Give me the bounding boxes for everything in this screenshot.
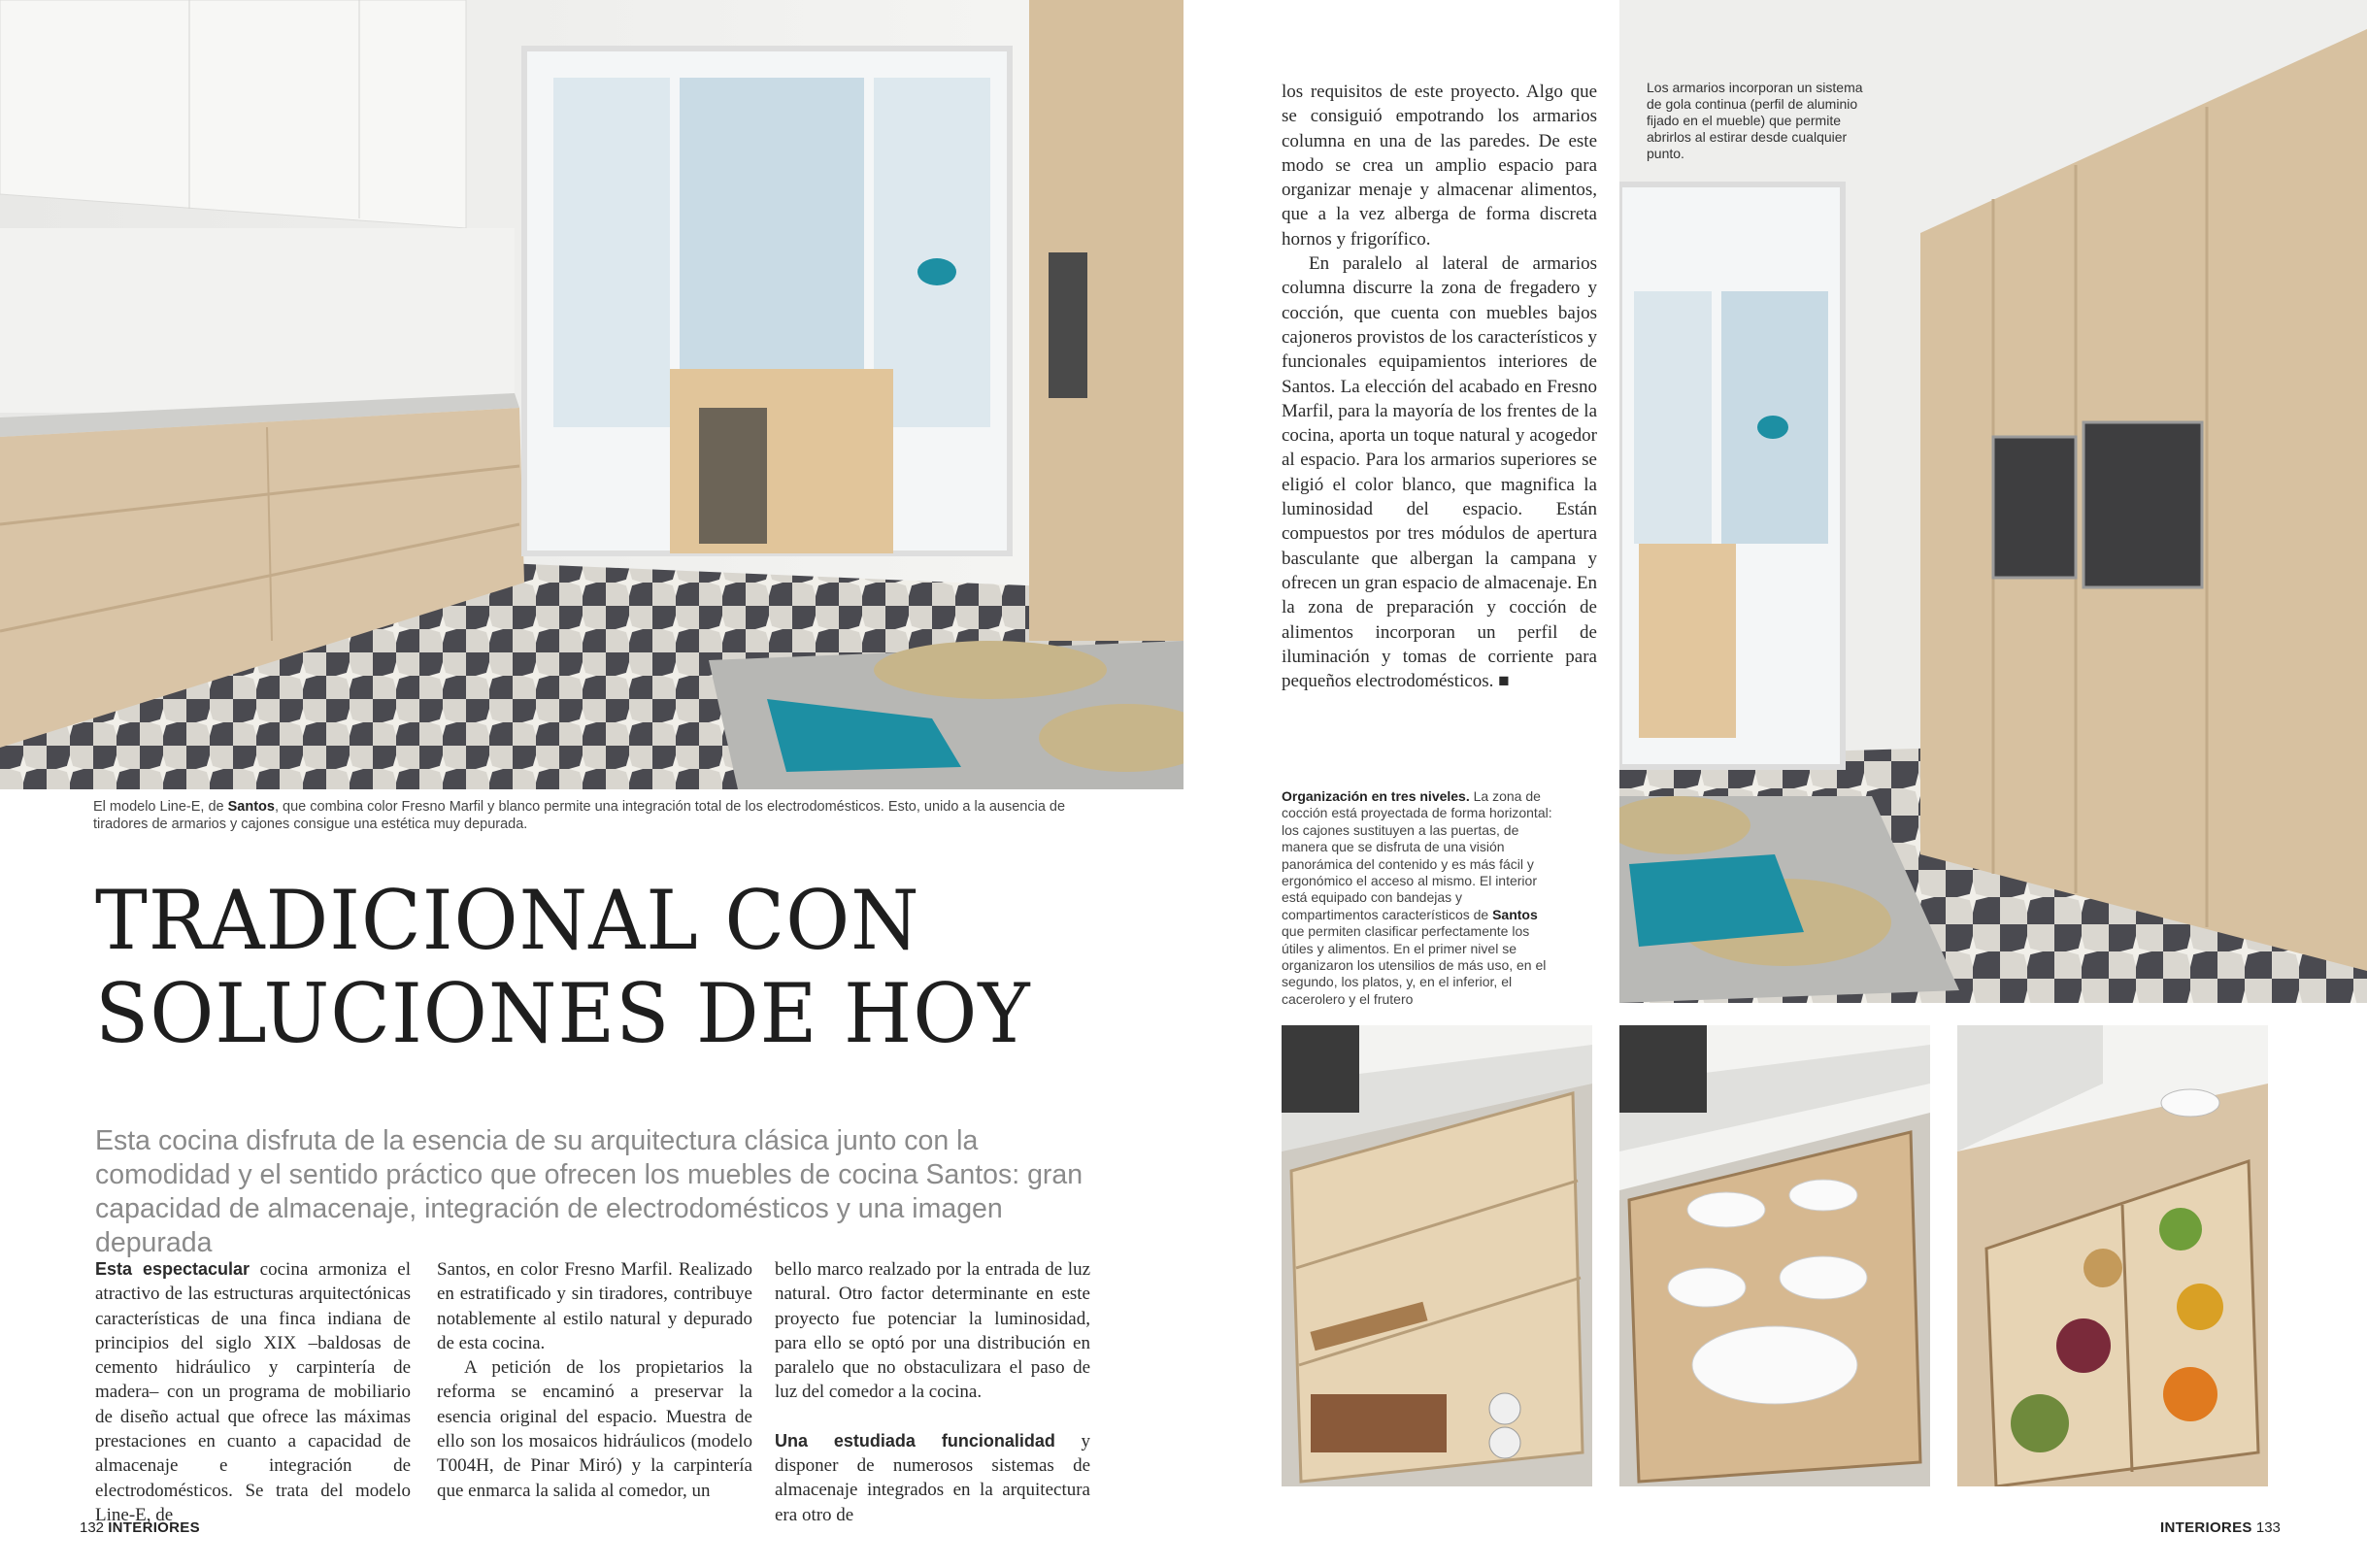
- page-title: [95, 874, 1102, 1060]
- col1-lead: Esta espectacular: [95, 1259, 250, 1279]
- hero-caption-lead: El modelo Line-E, de: [93, 799, 228, 815]
- magazine-name-left: INTERIORES: [108, 1519, 200, 1536]
- title-line-1: TRADICIONAL CON: [95, 873, 920, 968]
- col3-lead: Una estudiada funcionalidad: [775, 1430, 1055, 1451]
- org-caption-text-1: La zona de cocción está proyectada de forma horizontal: los cajones sustituyen a las puertas, de manera que se disfruta de una visión panorámica del contenido y es más fácil y ergonómico el acceso al mismo. El interior está equipado con bandejas y compartimentos característicos de: [1282, 788, 1552, 922]
- drawer-plates-photo: [1619, 1025, 1930, 1486]
- org-caption-text-2: que permiten clasificar perfectamente los útiles y alimentos. En el primer nivel se organizaron los utensilios de más uso, en el segundo, los platos, y, en el inferior, el cacerolero y el frutero: [1282, 923, 1547, 1007]
- body-column-1: [95, 1257, 411, 1527]
- organization-caption: [1282, 788, 1558, 1008]
- col2-paragraph-1: Santos, en color Fresno Marfil. Realizado en estratificado y sin tiradores, contribuye notablemente al estilo natural y depurado de esta cocina.: [437, 1259, 752, 1353]
- magazine-name-right: INTERIORES: [2160, 1519, 2252, 1536]
- title-line-2: SOLUCIONES DE HOY: [95, 966, 1031, 1061]
- col4-paragraph-1: los requisitos de este proyecto. Algo que se consiguió empotrando los armarios columna en una de las paredes. De este modo se crea un amplio espacio para organizar menaje y almacenar alimentos, que a la vez alberga de forma discreta hornos y frigorífico.: [1282, 82, 1597, 250]
- col4-paragraph-2: En paralelo al lateral de armarios columna discurre la zona de fregadero y cocción, que cuenta con muebles bajos cajoneros provistos de los característicos y funcionales equipamientos interiores de Santos. La elección del acabado en Fresno Marfil, para la mayoría de los frentes de la cocina, aporta un toque natural y acogedor al espacio. Para los armarios superiores se eligió el color blanco, que magnifica la luminosidad del espacio. Están compuestos por tres módulos de apertura basculante que albergan la campana y ofrecen un gran espacio de almacenaje. En la zona de preparación y cocción de alimentos incorporan un perfil de iluminación y tomas de corriente para pequeños electrodomésticos.: [1282, 253, 1597, 692]
- org-caption-brand: Santos: [1492, 906, 1538, 922]
- col2-paragraph-2: A petición de los propietarios la reforma se encaminó a preservar la esencia original del espacio. Muestra de ello son los mosaicos hidráulicos (modelo T004H, de Pinar Miró) y la carpintería que enmarca la salida al comedor, un: [437, 1357, 752, 1501]
- hero-caption: [93, 798, 1083, 833]
- page-number-right: 133: [2255, 1519, 2281, 1536]
- body-column-2: [437, 1257, 752, 1503]
- hero-kitchen-photo: [0, 0, 1184, 789]
- page-number-left: 132: [80, 1519, 105, 1536]
- folio-left: [80, 1519, 200, 1536]
- org-caption-lead: Organización en tres niveles.: [1282, 788, 1470, 804]
- drawer-pantry-photo: [1957, 1025, 2268, 1486]
- col3-paragraph-1: bello marco realzado por la entrada de luz natural. Otro factor determinante en este proyecto fue potenciar la luminosidad, para ello se optó por una distribución en paralelo que no obstaculizara el paso de luz del comedor a la cocina.: [775, 1259, 1090, 1403]
- hero-caption-brand: Santos: [227, 799, 275, 815]
- subtitle: Esta cocina disfruta de la esencia de su arquitectura clásica junto con la comodidad y el sentido práctico que ofrecen los muebles de cocina Santos: gran capacidad de almacenaje, integración de electrodomésticos y una imagen depurada: [95, 1125, 1083, 1258]
- hero-caption-text: , que combina color Fresno Marfil y blanco permite una integración total de los electrodomésticos. Esto, unido a la ausencia de tiradores de armarios y cajones consigue una estética muy depurada.: [93, 799, 1066, 832]
- body-column-4: [1282, 80, 1597, 693]
- folio-right: [2160, 1519, 2281, 1536]
- col3-text: y disponer de numerosos sistemas de almacenaje integrados en la arquitectura era otro de: [775, 1430, 1090, 1525]
- body-column-3: [775, 1257, 1090, 1527]
- drawer-utensils-photo: [1282, 1025, 1592, 1486]
- end-mark: ■: [1498, 671, 1510, 692]
- col1-text: cocina armoniza el atractivo de las estructuras arquitectónicas características de una finca indiana de principios del siglo XIX –baldosas de cemento hidráulico y carpintería de madera– con un programa de mobiliario de diseño actual que ofrece las máximas prestaciones en cuanto a capacidad de almacenaje e integración de electrodomésticos. Se trata del modelo Line-E, de: [95, 1259, 411, 1525]
- tall-cabinets-caption: Los armarios incorporan un sistema de gola continua (perfil de aluminio fijado en el mueble) que permite abrirlos al estirar desde cualquier punto.: [1647, 80, 1863, 161]
